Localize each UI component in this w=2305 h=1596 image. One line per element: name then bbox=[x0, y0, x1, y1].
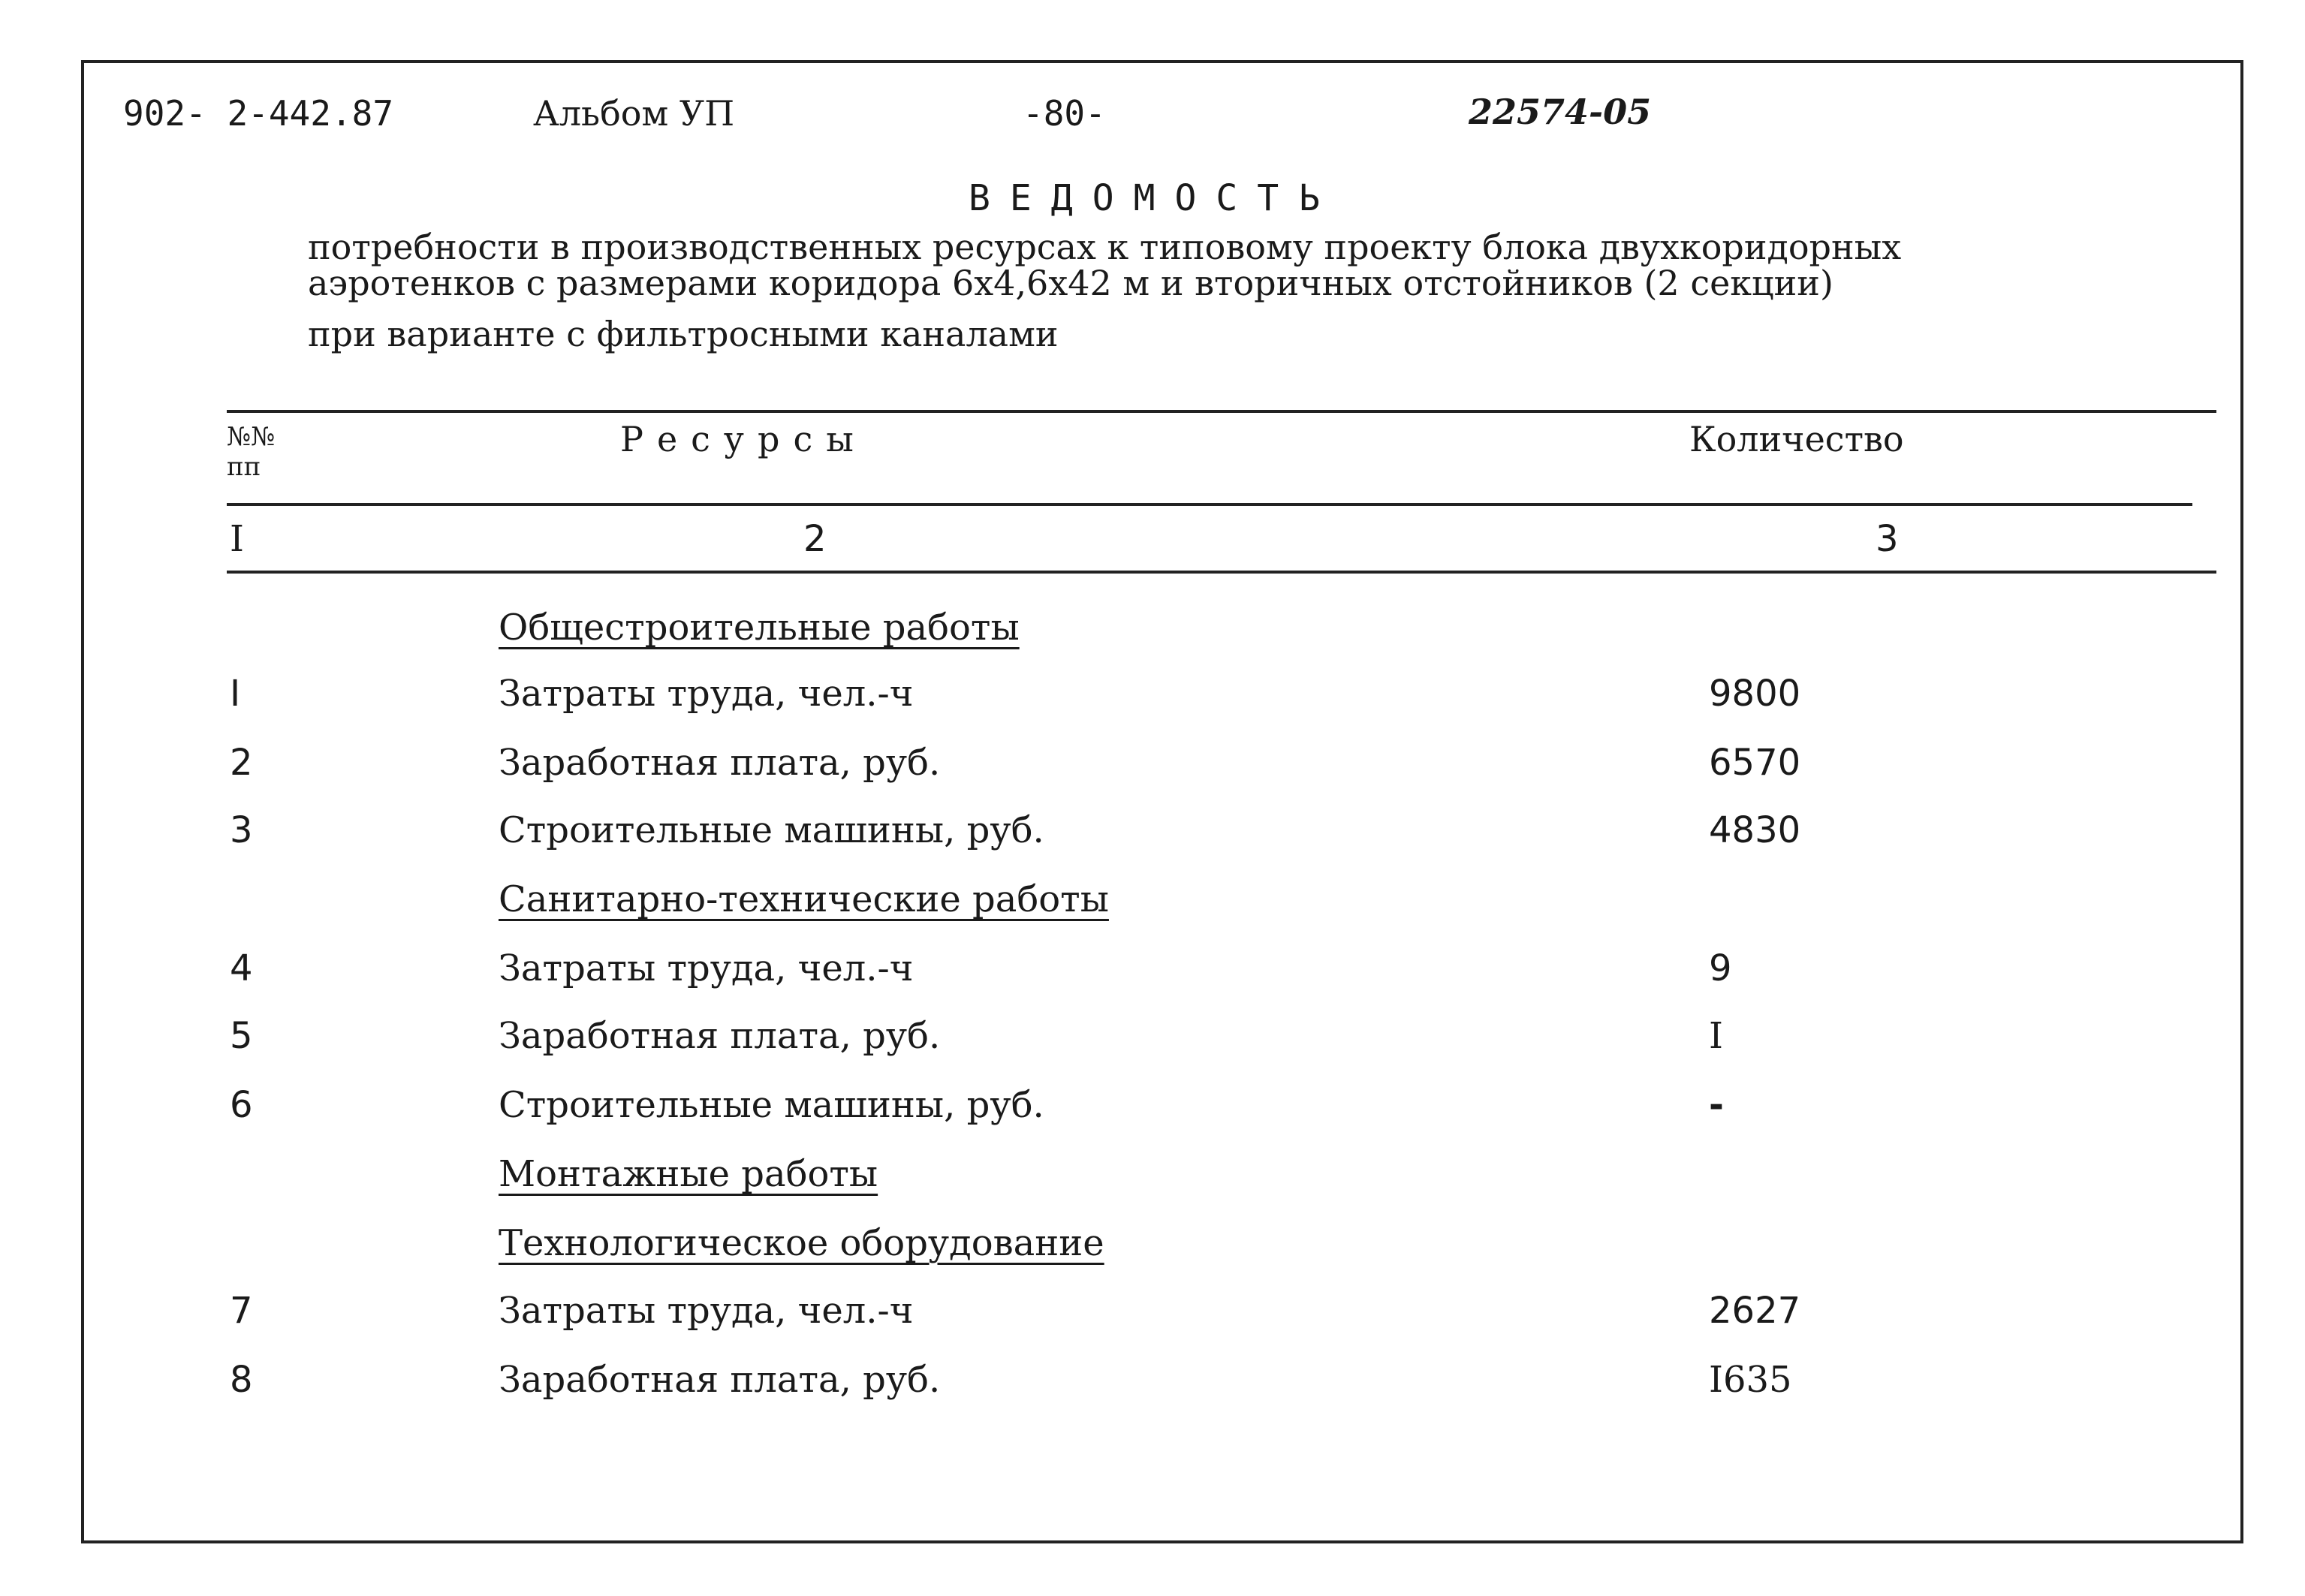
row-quantity: I bbox=[1709, 1015, 1723, 1057]
row-resource: Затраты труда, чел.-ч bbox=[499, 673, 914, 715]
row-resource: Заработная плата, руб. bbox=[499, 1359, 941, 1401]
section-sanitary-technical: Санитарно-технические работы bbox=[499, 878, 1109, 920]
row-number: 4 bbox=[230, 947, 253, 989]
page-number: -80- bbox=[1023, 93, 1106, 134]
row-number: 6 bbox=[230, 1084, 253, 1126]
numbers-rule bbox=[227, 571, 2216, 574]
col-number-2: 2 bbox=[803, 518, 827, 560]
row-number: 3 bbox=[230, 809, 253, 851]
row-quantity: 9 bbox=[1709, 947, 1732, 989]
row-quantity: 6570 bbox=[1709, 742, 1801, 784]
row-number: 2 bbox=[230, 742, 253, 784]
row-quantity: 9800 bbox=[1709, 673, 1801, 715]
col-header-quantity: Количество bbox=[1689, 419, 1904, 459]
table-top-rule bbox=[227, 410, 2216, 413]
album-label: Альбом УП bbox=[533, 93, 735, 134]
subtitle-line-3: при варианте с фильтросными каналами bbox=[308, 314, 1059, 354]
row-resource: Строительные машины, руб. bbox=[499, 809, 1044, 851]
row-resource: Заработная плата, руб. bbox=[499, 1015, 941, 1057]
row-number: 8 bbox=[230, 1359, 253, 1401]
row-number: 7 bbox=[230, 1290, 253, 1332]
row-quantity: 4830 bbox=[1709, 809, 1801, 851]
col-header-resources: Ресурсы bbox=[620, 419, 867, 459]
row-quantity: - bbox=[1709, 1084, 1724, 1126]
col-number-1: I bbox=[230, 518, 244, 560]
document-title: ВЕДОМОСТЬ bbox=[969, 177, 1340, 219]
row-quantity: 2627 bbox=[1709, 1290, 1801, 1332]
section-technological-equipment: Технологическое оборудование bbox=[499, 1222, 1104, 1264]
row-resource: Затраты труда, чел.-ч bbox=[499, 947, 914, 989]
header-rule bbox=[227, 503, 2192, 506]
section-general-construction: Общестроительные работы bbox=[499, 607, 1020, 649]
row-resource: Заработная плата, руб. bbox=[499, 742, 941, 784]
doc-number-handwritten: 22574-05 bbox=[1469, 92, 1652, 132]
row-number: 5 bbox=[230, 1015, 253, 1057]
subtitle-line-2: аэротенков с размерами коридора 6х4,6х42 м и вторичных отстойников (2 секции) bbox=[308, 263, 1833, 303]
row-number: I bbox=[230, 673, 241, 715]
row-resource: Затраты труда, чел.-ч bbox=[499, 1290, 914, 1332]
section-installation: Монтажные работы bbox=[499, 1153, 878, 1195]
project-code: 902- 2-442.87 bbox=[123, 93, 394, 134]
row-quantity: I635 bbox=[1709, 1359, 1792, 1401]
subtitle-line-1: потребности в производственных ресурсах к типовому проекту блока двухкоридорных bbox=[308, 227, 1902, 267]
row-resource: Строительные машины, руб. bbox=[499, 1084, 1044, 1126]
col-number-3: 3 bbox=[1876, 518, 1899, 560]
col-header-num: №№ пп bbox=[227, 422, 276, 482]
